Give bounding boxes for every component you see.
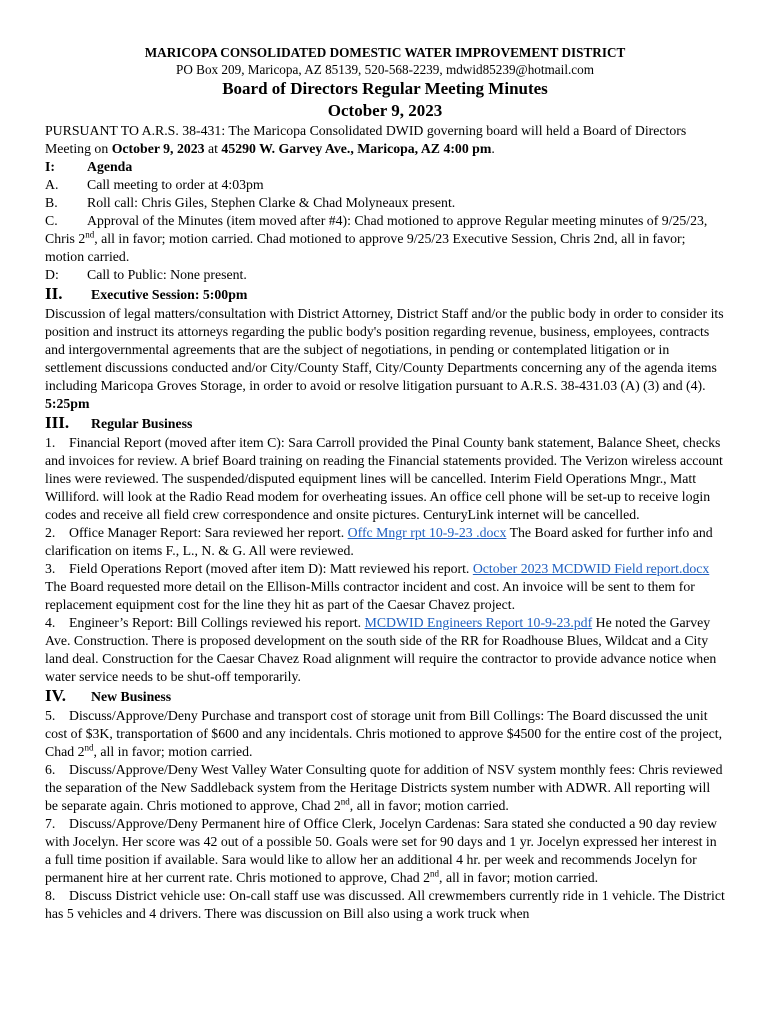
intro-paragraph: PURSUANT TO A.R.S. 38-431: The Maricopa Consolidated DWID governing board will held a Board of Directors Meeting on October 9, 2023 at 45290 W. Garvey Ave., Maricopa, AZ 4:00 pm. <box>45 123 687 156</box>
minutes-document <box>45 44 725 923</box>
new-business-item-5: 5. Discuss/Approve/Deny Purchase and transport cost of storage unit from Bill Collings: The Board discussed the unit cost of $3K, transportation of $600 and any incidentals. Chris motioned to approve $4500 for the entire cost of the project, Chad 2nd, all in favor; motion carried. <box>45 708 723 759</box>
engineers-report-link[interactable]: MCDWID Engineers Report 10-9-23.pdf <box>364 615 593 630</box>
new-business-heading: IV. New Business <box>45 686 172 705</box>
executive-session-heading: II. Executive Session: 5:00pm <box>45 284 248 303</box>
agenda-item-a: A. Call meeting to order at 4:03pm <box>45 177 264 192</box>
agenda-item-d: D: Call to Public: None present. <box>45 267 247 282</box>
agenda-item-c: C. Approval of the Minutes (item moved after #4): Chad motioned to approve Regular meeting minutes of 9/25/23, Chris 2nd, all in favor; motion carried. Chad motioned to approve 9/25/23 Executive Session, Chris 2nd, all in favor; motion carried. <box>45 213 708 264</box>
regular-item-2: 2. Office Manager Report: Sara reviewed her report. Offc Mngr rpt 10-9-23 .docx The Board asked for further info and clarification on items F., L., N. & G. All were reviewed. <box>45 525 713 558</box>
regular-item-3: 3. Field Operations Report (moved after item D): Matt reviewed his report. October 2023 MCDWID Field report.docx The Board requested more detail on the Ellison-Mills contractor incident and cost. An invoice will be sent to them for replacement equipment cost for the line they hit as part of the Caesar Chavez project. <box>45 561 710 612</box>
agenda-item-b: B. Roll call: Chris Giles, Stephen Clarke & Chad Molyneaux present. <box>45 195 456 210</box>
district-name: MARICOPA CONSOLIDATED DOMESTIC WATER IMPROVEMENT DISTRICT <box>144 45 626 60</box>
office-manager-report-link[interactable]: Offc Mngr rpt 10-9-23 .docx <box>347 525 507 540</box>
new-business-item-7: 7. Discuss/Approve/Deny Permanent hire of Office Clerk, Jocelyn Cardenas: Sara stated she conducted a 90 day review with Jocelyn. Her score was 42 out of a possible 50. Goals were set for 90 days and 1 yr. Jocelyn expressed her interest in a full time position if available. Sara would like to allow her an additional 4 hr. per week and recommends Jocelyn for permanent hire at her current rate. Chris motioned to approve, Chad 2nd, all in favor; motion carried. <box>45 816 717 885</box>
executive-session-body: Discussion of legal matters/consultation with District Attorney, District Staff and/or the public body in order to consider its position and instruct its attorneys regarding the public body's position regarding revenue, business, employees, contracts and intergovernmental agreements that are the subject of negotiations, in pending or contemplated litigation or in settlement discussions conducted and/or City/County Staff, City/County Departments concerning any of the agenda items including Maricopa Groves Storage, in order to avoid or resolve litigation pursuant to A.R.S. 38-431.03 (A) (3) and (4). 5:25pm <box>45 306 724 411</box>
new-business-item-8: 8. Discuss District vehicle use: On-call staff use was discussed. All crewmembers currently ride in 1 vehicle. The District has 5 vehicles and 4 drivers. There was discussion on Bill also using a work truck when <box>45 888 725 921</box>
meeting-date: October 9, 2023 <box>327 101 443 120</box>
regular-item-1: 1. Financial Report (moved after item C): Sara Carroll provided the Pinal County bank statement, Balance Sheet, checks and invoices for review. A brief Board training on reading the Financial statements provided. The Verizon wireless account lines were reviewed. The suspended/disputed equipment lines will be cancelled. Interim Field Operations Mngr., Matt Williford. will look at the Radio Read modem for overheating issues. An office cell phone will be set-up to receive login codes and receive all field crew correspondence and onsite pictures. CenturyLink internet will be cancelled. <box>45 435 723 522</box>
field-report-link[interactable]: October 2023 MCDWID Field report.docx <box>472 561 710 576</box>
regular-business-heading: III. Regular Business <box>45 413 193 432</box>
district-contact: PO Box 209, Maricopa, AZ 85139, 520-568-2239, mdwid85239@hotmail.com <box>176 62 594 77</box>
new-business-item-6: 6. Discuss/Approve/Deny West Valley Water Consulting quote for addition of NSV system monthly fees: Chris reviewed the separation of the New Saddleback system from the Heritage Districts system number with ADWR. All reporting will be separate again. Chris motioned to approve, Chad 2nd, all in favor; motion carried. <box>45 762 723 813</box>
document-title: Board of Directors Regular Meeting Minutes <box>222 79 548 98</box>
regular-item-4: 4. Engineer’s Report: Bill Collings reviewed his report. MCDWID Engineers Report 10-9-23.pdf He noted the Garvey Ave. Construction. There is proposed development on the south side of the RR for Roadhouse Blues, Wildcat and a City land deal. Construction for the Caesar Chavez Road alignment will require the contractor to provide advance notice when water service needs to be shut-off temporarily. <box>45 615 717 684</box>
agenda-heading: I: Agenda <box>45 159 133 174</box>
